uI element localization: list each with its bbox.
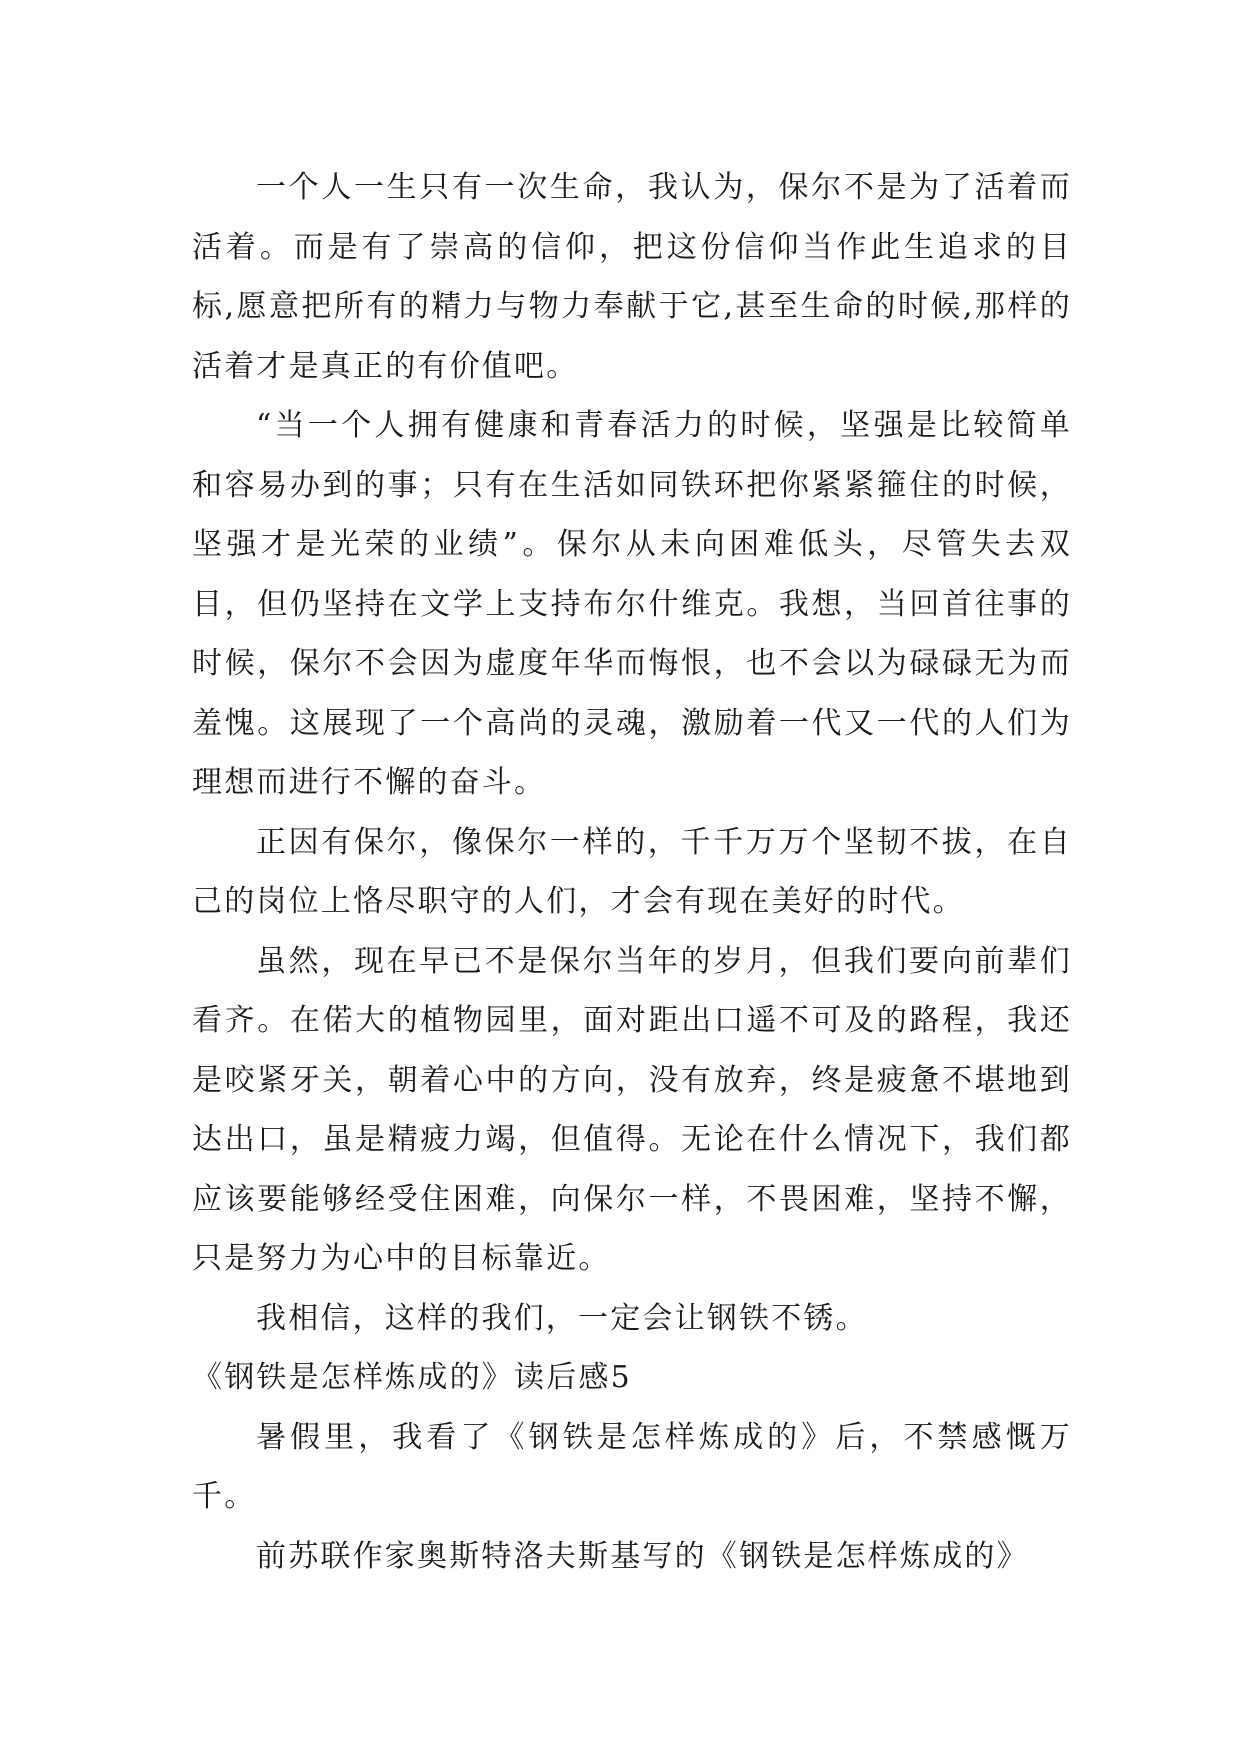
document-body [192,158,1072,1586]
paragraph-4: 虽然，现在早已不是保尔当年的岁月，但我们要向前辈们看齐。在偌大的植物园里，面对距出口遥不可及的路程，我还是咬紧牙关，朝着心中的方向，没有放弃，终是疲惫不堪地到达出口，虽是精疲力竭，但值得。无论在什么情况下，我们都应该要能够经受住困难，向保尔一样，不畏困难，坚持不懈，只是努力为心中的目标靠近。 [192,943,1072,1276]
paragraph-1: 一个人一生只有一次生命，我认为，保尔不是为了活着而活着。而是有了崇高的信仰，把这份信仰当作此生追求的目标,愿意把所有的精力与物力奉献于它,甚至生命的时候,那样的活着才是真正的有价值吧。 [192,170,1072,384]
paragraph-7: 前苏联作家奥斯特洛夫斯基写的《钢铁是怎样炼成的》 [256,1538,1029,1574]
paragraph-6: 暑假里，我看了《钢铁是怎样炼成的》后，不禁感慨万千。 [192,1419,1072,1514]
paragraph-3: 正因有保尔，像保尔一样的，千千万万个坚韧不拔，在自己的岗位上恪尽职守的人们，才会有现在美好的时代。 [192,824,1072,919]
paragraph-5: 我相信，这样的我们，一定会让钢铁不锈。 [256,1300,868,1336]
section-heading: 《钢铁是怎样炼成的》读后感5 [192,1360,632,1395]
paragraph-2: “当一个人拥有健康和青春活力的时候，坚强是比较简单和容易办到的事；只有在生活如同铁环把你紧紧箍住的时候，坚强才是光荣的业绩”。保尔从未向困难低头，尽管失去双目，但仍坚持在文学上支持布尔什维克。我想，当回首往事的时候，保尔不会因为虚度年华而悔恨，也不会以为碌碌无为而羞愧。这展现了一个高尚的灵魂，激励着一代又一代的人们为理想而进行不懈的奋斗。 [192,408,1072,800]
